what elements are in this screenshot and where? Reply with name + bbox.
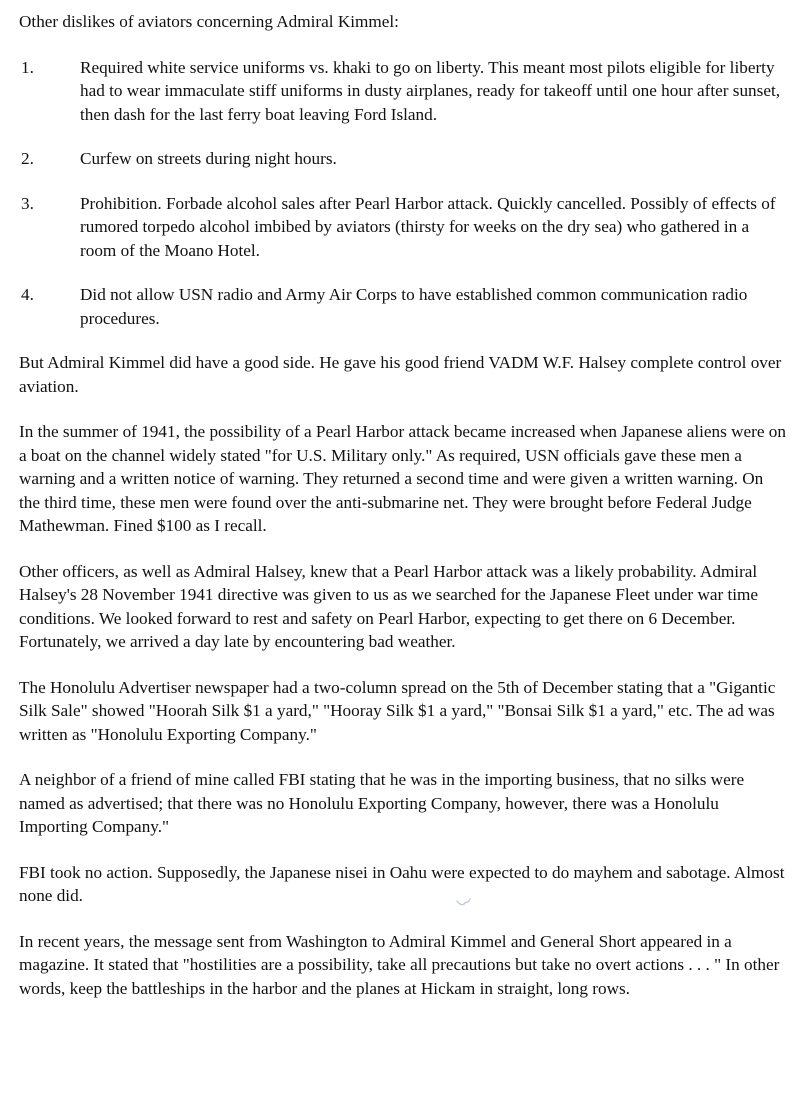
list-item-text: Prohibition. Forbade alcohol sales after Pearl Harbor attack. Quickly cancelled. Possibly of effects of rumored torpedo alcohol imbibed by aviators (thirsty for weeks on the dry sea) who gathered in a room of the Moano Hotel. — [80, 193, 776, 260]
list-item — [19, 283, 786, 330]
list-item-text: Curfew on streets during night hours. — [80, 149, 337, 168]
paragraph: The Honolulu Advertiser newspaper had a two-column spread on the 5th of December stating that a "Gigantic Silk Sale" showed "Hoorah Silk $1 a yard," "Hooray Silk $1 a yard," "Bonsai Silk $1 a yard," etc. The ad was written as "Honolulu Exporting Company." — [19, 677, 776, 744]
paragraph: FBI took no action. Supposedly, the Japanese nisei in Oahu were expected to do mayhem and sabotage. Almost none did. — [19, 862, 785, 905]
list-number: 4. — [21, 285, 34, 304]
list-number: 3. — [21, 193, 34, 213]
body-paragraphs — [19, 351, 786, 1000]
paragraph: Other officers, as well as Admiral Halsey, knew that a Pearl Harbor attack was a likely probability. Admiral Halsey's 28 November 1941 directive was given to us as we searched for the Japanese Fleet under war time conditions. We looked forward to rest and safety on Pearl Harbor, expecting to get there on 6 December. Fortunately, we arrived a day late by encountering bad weather. — [19, 561, 759, 651]
list-item-text: Required white service uniforms vs. khaki to go on liberty. This meant most pilots eligible for liberty had to wear immaculate stiff uniforms in dusty airplanes, ready for takeoff until one hour after sunset, then dash for the last ferry boat leaving Ford Island. — [80, 57, 781, 124]
list-item — [19, 56, 786, 127]
list-item — [19, 192, 786, 263]
stray-ink-mark — [455, 896, 473, 910]
intro-line: Other dislikes of aviators concerning Admiral Kimmel: — [19, 12, 399, 31]
paragraph: But Admiral Kimmel did have a good side. He gave his good friend VADM W.F. Halsey complete control over aviation. — [19, 353, 782, 396]
list-number: 2. — [21, 149, 34, 168]
list-item-text: Did not allow USN radio and Army Air Corps to have established common communication radio procedures. — [80, 285, 748, 328]
dislikes-list — [19, 56, 786, 331]
list-item — [19, 147, 786, 171]
paragraph: A neighbor of a friend of mine called FBI stating that he was in the importing business, that no silks were named as advertised; that there was no Honolulu Exporting Company, however, there was a Honolulu Importing Company." — [19, 770, 745, 836]
paragraph: In the summer of 1941, the possibility of a Pearl Harbor attack became increased when Japanese aliens were on a boat on the channel widely stated "for U.S. Military only." As required, USN officials gave these men a warning and a written notice of warning. They returned a second time and were given a written warning. On the third time, these men were found over the anti-submarine net. They were brought before Federal Judge Mathewman. Fined $100 as I recall. — [19, 422, 786, 535]
list-number: 1. — [21, 57, 34, 77]
paragraph: In recent years, the message sent from Washington to Admiral Kimmel and General Short appeared in a magazine. It stated that "hostilities are a possibility, take all precautions but take no overt actions . . . " In other words, keep the battleships in the harbor and the planes at Hickam in straight, long rows. — [19, 931, 780, 998]
